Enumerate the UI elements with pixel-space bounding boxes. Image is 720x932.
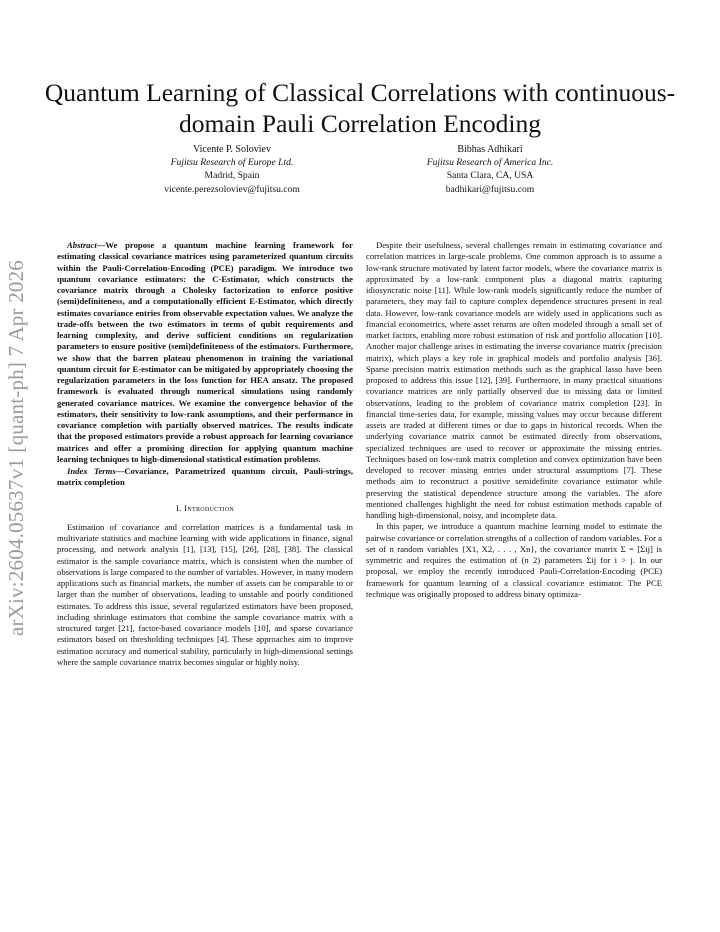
arxiv-identifier: arXiv:2604.05637v1 [quant-ph] 7 Apr 2026: [4, 259, 28, 637]
author-block-1: [102, 143, 362, 196]
paper-title: Quantum Learning of Classical Correlations with continuous-domain Pauli Correlation Encoding: [44, 78, 676, 139]
index-terms-text: —Covariance, Parametrized quantum circuit, Pauli-strings, matrix completion: [57, 466, 353, 488]
abstract: [57, 240, 353, 465]
author-affiliation: Fujitsu Research of Europe Ltd.: [170, 157, 294, 169]
author-affiliation: Fujitsu Research of America Inc.: [426, 157, 554, 169]
index-terms: [57, 466, 353, 489]
abstract-lead: Abstract: [67, 240, 97, 250]
author-location: Madrid, Spain: [204, 170, 260, 182]
author-location: Santa Clara, CA, USA: [446, 170, 534, 182]
author-block-2: [360, 143, 620, 196]
index-terms-lead: Index Terms: [67, 466, 116, 476]
body-paragraph: In this paper, we introduce a quantum machine learning model to estimate the pairwise covariance or correlation strengths of a collection of random variables. For a set of n random variables {X1, X2, . . . , Xn}, the covariance matrix Σ = [Σij] is symmetric and requires the estimation of (n 2) parameters Σij for i > j. In our proposal, we employ the recently introduced Pauli-Correlation-Encoding (PCE) framework for quantum learning of a classical covariance estimator. The PCE technique was originally proposed to address binary optimiza-: [366, 521, 662, 599]
author-name: Vicente P. Soloviev: [192, 144, 271, 155]
body-paragraph: Estimation of covariance and correlation matrices is a fundamental task in multivariate statistics and machine learning with wide applications in finance, signal processing, and network analysis [1], [13], [15], [26], [28], [38]. The classical estimator is the sample covariance matrix, which is consistent when the number of observations is large compared to the number of variables. However, in many modern applications such as financial markets, the number of assets can be comparable to or larger than the number of observations, leading to unstable and poorly conditioned estimates. To address this issue, several regularized estimators have been proposed, including shrinkage estimators that combine the sample covariance matrix with a structured target [21], factor-based covariance models [10], and sparse covariance estimators based on thresholding techniques [4]. These approaches aim to improve estimation accuracy and numerical stability, particularly in high-dimensional settings where the sample covariance matrix becomes singular or highly noisy.: [57, 521, 354, 667]
author-email[interactable]: badhikari@fujitsu.com: [445, 183, 535, 195]
abstract-text: —We propose a quantum machine learning framework for estimating classical covariance matrices using parameterized quantum circuits within the Pauli-Correlation-Encoding (PCE) paradigm. We introduce two quantum covariance estimators: the C-Estimator, which constructs the covariance matrix through a Cholesky factorization to enforce positive (semi)definiteness, and a computationally efficient E-Estimator, which directly estimates covariance entries from observable expectation values. We analyze the trade-offs between the two estimators in terms of qubit requirements and learning complexity, and derive sufficient conditions on regularization parameters to ensure positive (semi)definiteness of the estimators. Furthermore, we show that the barren plateau phenomenon in training the variational quantum circuit for E-estimator can be mitigated by appropriately choosing the regularization parameters in the loss function for HEA ansatz. The proposed framework is evaluated through numerical simulations using randomly generated covariance matrices. We examine the convergence behavior of the estimators, their sensitivity to low-rank assumptions, and their performance in covariance completion with partially observed matrices. The results indicate that the proposed estimators provide a robust approach for learning covariance matrices and offer a promising direction for applying quantum machine learning techniques to high-dimensional statistical estimation problems.: [57, 240, 353, 464]
author-name: Bibhas Adhikari: [457, 144, 523, 155]
author-email[interactable]: vicente.perezsoloviev@fujitsu.com: [164, 183, 300, 195]
section-heading: I. Introduction: [175, 502, 235, 513]
right-column: [366, 240, 662, 600]
body-paragraph: Despite their usefulness, several challenges remain in estimating covariance and correlation matrices in large-scale problems. One common approach is to assume a low-rank structure motivated by latent factor models, where the covariance matrix is approximated by a low-rank component plus a diagonal matrix capturing idiosyncratic noise [11]. While low-rank models significantly reduce the number of parameters, they may fail to capture complex dependence structures present in real data. However, low-rank covariance models are widely used in applications such as financial econometrics, where asset returns are often modeled through a small set of market factors, enabling more robust estimation of risk and portfolio allocation [10]. Another major challenge arises in estimating the inverse covariance matrix (precision matrix), which plays a key role in graphical models and portfolio analysis [36]. Sparse precision matrix estimation methods such as the graphical lasso have been proposed to address this issue [12], [39]. Furthermore, in many practical situations covariance matrices are only partially observed due to missing data or limited observations, leading to the problem of covariance matrix completion [23]. In financial time-series data, for example, missing values may occur because different assets are traded at different times or due to gaps in historical records. When the underlying covariance matrix cannot be estimated directly from observations, specialized techniques are used to recover or approximate the missing entries. Techniques based on low-rank matrix completion and convex optimization have been developed to recover missing entries under structural assumptions [7]. These methods aim to reconstruct a positive semidefinite covariance estimator while preserving the statistical dependence structure among the variables. The afore mentioned challenges highlight the need for robust estimation methods capable of handling high-dimensional, noisy, and incomplete data.: [366, 240, 662, 520]
left-column: [57, 240, 353, 668]
